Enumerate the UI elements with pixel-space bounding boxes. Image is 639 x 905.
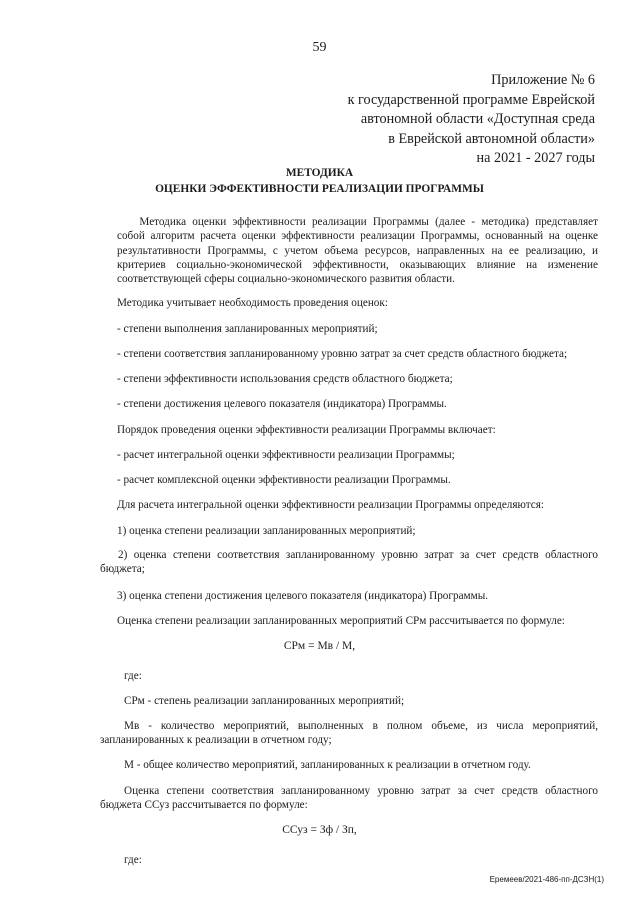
formula-srm: СРм = Мв / М,	[283, 640, 356, 652]
list-item: 2) оценка степени соответствия запланированному уровню затрат за счет средств областного бюджета;	[100, 549, 598, 576]
appendix-line: автономной области «Доступная среда	[360, 111, 595, 127]
list-item: 1) оценка степени реализации запланированных мероприятий;	[117, 525, 416, 537]
paragraph-order: Порядок проведения оценки эффективности реализации Программы включает:	[117, 424, 496, 436]
list-item: 3) оценка степени достижения целевого показателя (индикатора) Программы.	[117, 590, 489, 602]
document-footer-code: Еремеев/2021-486-пп-ДСЗН(1)	[489, 875, 604, 884]
definition-m: М - общее количество мероприятий, запланированных к реализации в отчетном году.	[124, 759, 531, 771]
appendix-line: на 2021 - 2027 годы	[476, 150, 595, 166]
definition-srm: СРм - степень реализации запланированных мероприятий;	[124, 695, 405, 707]
list-item: - расчет комплексной оценки эффективности реализации Программы.	[117, 474, 451, 486]
where-label: где:	[124, 854, 142, 866]
title-line-1: МЕТОДИКА	[285, 167, 354, 179]
list-item: - расчет интегральной оценки эффективности реализации Программы;	[117, 449, 455, 461]
paragraph-srm-intro: Оценка степени реализации запланированных мероприятий СРм рассчитывается по формуле:	[117, 615, 565, 627]
title-line-2: ОЦЕНКИ ЭФФЕКТИВНОСТИ РЕАЛИЗАЦИИ ПРОГРАММЫ	[155, 182, 484, 195]
appendix-line: к государственной программе Еврейской	[347, 91, 595, 108]
where-label: где:	[124, 670, 142, 682]
paragraph-considers: Методика учитывает необходимость проведения оценок:	[117, 297, 388, 309]
list-item: - степени выполнения запланированных мероприятий;	[117, 323, 378, 335]
list-item: - степени соответствия запланированному уровню затрат за счет средств областного бюджета;	[117, 348, 568, 360]
paragraph-for-integral: Для расчета интегральной оценки эффективности реализации Программы определяются:	[117, 499, 544, 511]
appendix-line: в Еврейской автономной области»	[388, 130, 595, 147]
appendix-header	[348, 71, 595, 169]
appendix-line: Приложение № 6	[491, 72, 595, 88]
page-number: 59	[312, 40, 327, 55]
list-item: - степени достижения целевого показателя (индикатора) Программы.	[117, 398, 447, 410]
list-item: - степени эффективности использования средств областного бюджета;	[117, 373, 453, 385]
definition-mv: Мв - количество мероприятий, выполненных в полном объеме, из числа мероприятий, запланированных к реализации в отчетном году;	[100, 720, 598, 747]
paragraph-intro: Методика оценки эффективности реализации Программы (далее - методика) представляет собой алгоритм расчета оценки эффективности реализации Программы, основанный на оценке результативности Программы, с учетом объема ресурсов, направленных на ее реализацию, и критериев социально-экономической эффективности, оказывающих влияние на изменение соответствующей сферы социально-экономического развития области.	[117, 216, 598, 286]
formula-ssuz: ССуз = Зф / Зп,	[282, 824, 357, 836]
document-title	[0, 166, 639, 197]
paragraph-ssuz-intro: Оценка степени соответствия запланированному уровню затрат за счет средств областного бюджета ССуз рассчитывается по формуле:	[100, 785, 598, 812]
